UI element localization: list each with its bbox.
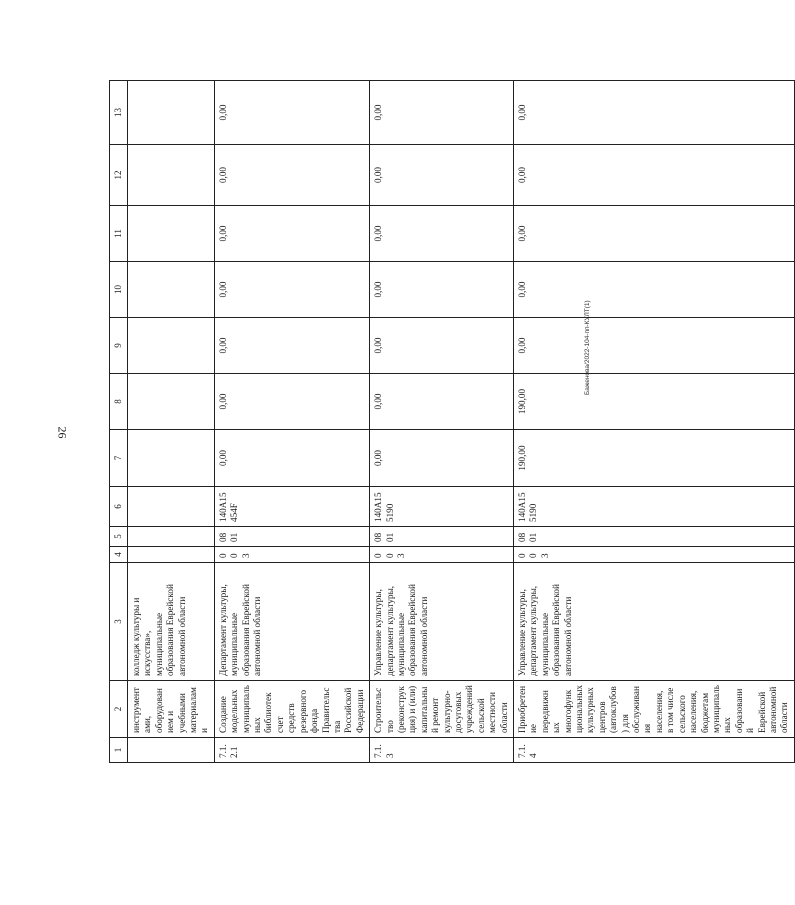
cell-value	[128, 206, 215, 262]
budget-table	[109, 80, 795, 763]
cell-number: 7.1.4	[514, 738, 795, 763]
header-cell: 7	[110, 430, 128, 487]
table-row	[128, 81, 215, 763]
cell-value	[128, 318, 215, 374]
cell-grbs	[128, 547, 215, 563]
document-footer	[584, 205, 601, 395]
cell-grbs: 003	[214, 547, 369, 563]
header-cell: 2	[110, 681, 128, 738]
cell-csr	[128, 487, 215, 527]
cell-executor: Управление культуры, департамент культуры, муниципальные образования Еврейской автономной области	[514, 563, 795, 681]
cell-value: 0,00	[370, 430, 514, 487]
cell-value: 0,00	[514, 206, 795, 262]
cell-name: Приобретение передвижных многофункциональных культурных центров (автоклубов) для обслуживания населения, в том числе сельского населения, бюджетам муниципальных образований Еврейской автономной области	[514, 681, 795, 738]
cell-rzpr: 0801	[214, 527, 369, 547]
header-cell: 6	[110, 487, 128, 527]
cell-csr: 140A155190	[370, 487, 514, 527]
header-cell: 12	[110, 145, 128, 206]
cell-value: 0,00	[214, 374, 369, 430]
cell-value: 0,00	[214, 145, 369, 206]
cell-value: 0,00	[514, 318, 795, 374]
cell-rzpr: 0801	[370, 527, 514, 547]
header-cell: 3	[110, 563, 128, 681]
rotated-table-container	[109, 81, 790, 763]
table-row	[370, 81, 514, 763]
page-number	[52, 420, 72, 444]
cell-name: инструментами, оборудованием и учебными материалами	[128, 681, 215, 738]
cell-value: 0,00	[370, 206, 514, 262]
cell-value	[128, 262, 215, 318]
header-cell: 13	[110, 81, 128, 145]
header-cell: 1	[110, 738, 128, 763]
cell-value: 0,00	[514, 81, 795, 145]
cell-value	[128, 374, 215, 430]
header-cell: 8	[110, 374, 128, 430]
cell-value: 190,00	[514, 374, 795, 430]
cell-value: 0,00	[214, 262, 369, 318]
cell-value	[128, 430, 215, 487]
cell-value	[128, 81, 215, 145]
cell-value: 0,00	[370, 81, 514, 145]
cell-value: 0,00	[214, 81, 369, 145]
cell-name: Строительство (реконструкция) и (или) капитальный ремонт культурно-досуговых учреждений сельской местности области	[370, 681, 514, 738]
cell-value: 0,00	[214, 318, 369, 374]
header-cell: 9	[110, 318, 128, 374]
cell-value: 0,00	[370, 262, 514, 318]
cell-value: 0,00	[214, 206, 369, 262]
cell-value: 0,00	[370, 318, 514, 374]
cell-executor: колледж культуры и искусства», муниципальные образования Еврейской автономной области	[128, 563, 215, 681]
cell-executor: Управление культуры, департамент культуры, муниципальные образования Еврейской автономной области	[370, 563, 514, 681]
cell-grbs: 003	[370, 547, 514, 563]
cell-number: 7.1.2.1	[214, 738, 369, 763]
cell-value: 190,00	[514, 430, 795, 487]
header-cell: 5	[110, 527, 128, 547]
cell-grbs: 003	[514, 547, 795, 563]
page-number-text: 26	[55, 426, 70, 438]
table-row	[214, 81, 369, 763]
header-cell: 10	[110, 262, 128, 318]
cell-number	[128, 738, 215, 763]
cell-value: 0,00	[514, 145, 795, 206]
cell-csr: 140A155190	[514, 487, 795, 527]
table-header-row	[110, 81, 128, 763]
cell-csr: 140A15454F	[214, 487, 369, 527]
footer-text: Баженова/2022-104-пп-КУЛТ(1)	[584, 300, 591, 395]
cell-number: 7.1.3	[370, 738, 514, 763]
cell-name: Создание модельных муниципальных библиотек счет средств резервного фонда Правительства Российской Федерации	[214, 681, 369, 738]
cell-value: 0,00	[214, 430, 369, 487]
cell-rzpr: 0801	[514, 527, 795, 547]
cell-value	[128, 145, 215, 206]
header-cell: 11	[110, 206, 128, 262]
cell-value: 0,00	[514, 262, 795, 318]
cell-executor: Департамент культуры, муниципальные образования Еврейской автономной области	[214, 563, 369, 681]
header-cell: 4	[110, 547, 128, 563]
cell-rzpr	[128, 527, 215, 547]
table-row	[514, 81, 795, 763]
cell-value: 0,00	[370, 145, 514, 206]
cell-value: 0,00	[370, 374, 514, 430]
